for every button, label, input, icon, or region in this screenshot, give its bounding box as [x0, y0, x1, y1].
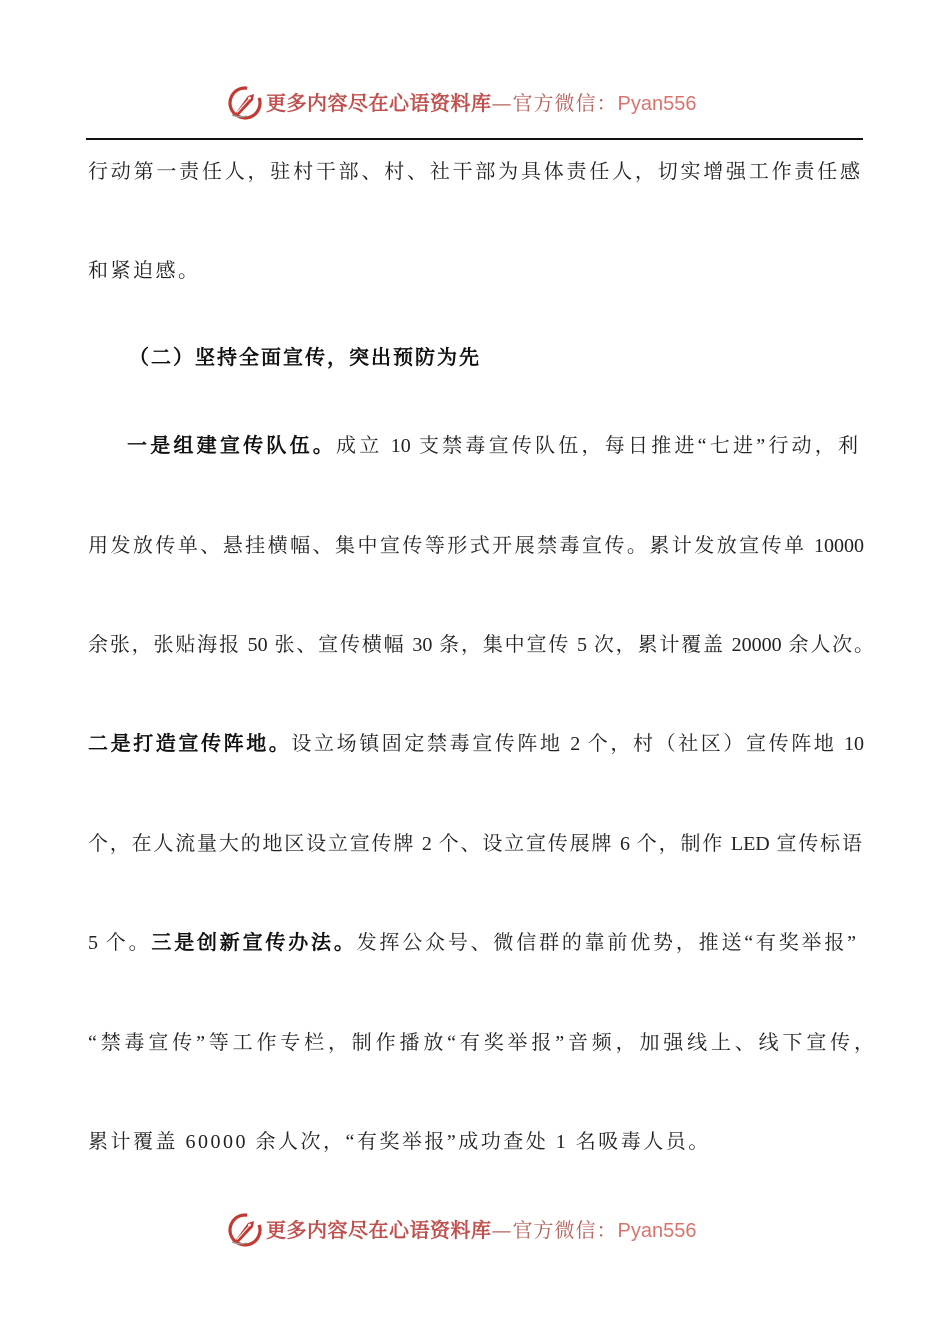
section-heading: （二）坚持全面宣传，突出预防为先	[129, 347, 481, 369]
body-text: 个，在人流量大的地区设立宣传牌 2 个、设立宣传展牌 6 个，制作 LED 宣传标语	[88, 833, 862, 855]
body-line	[88, 631, 874, 659]
header-wechat-id: Pyan556	[617, 93, 697, 115]
body-line	[127, 432, 858, 460]
bold-lead-in: 一是组建宣传队伍。	[127, 435, 337, 457]
header-subtitle-text: —官方微信：	[491, 91, 618, 115]
body-line	[88, 532, 864, 560]
footer-wechat-id: Pyan556	[617, 1220, 697, 1242]
header-divider	[86, 138, 863, 140]
body-text: 成立 10 支禁毒宣传队伍，每日推进“七进”行动，利	[336, 435, 858, 457]
body-line	[88, 1029, 874, 1057]
body-text: 设立场镇固定禁毒宣传阵地 2 个，村（社区）宣传阵地 10	[291, 733, 864, 755]
header-brand-text: 更多内容尽在心语资料库	[266, 93, 492, 115]
body-text: 用发放传单、悬挂横幅、集中宣传等形式开展禁毒宣传。累计发放宣传单 10000	[88, 535, 864, 557]
body-line	[88, 1128, 848, 1156]
body-line	[88, 257, 288, 285]
body-text: “禁毒宣传”等工作专栏，制作播放“有奖举报”音频，加强线上、线下宣传，	[88, 1032, 874, 1054]
bold-lead-in: 三是创新宣传办法。	[151, 932, 357, 954]
body-text: 累计覆盖 60000 余人次，“有奖举报”成功查处 1 名吸毒人员。	[88, 1131, 711, 1153]
pen-nib-logo-icon	[227, 85, 263, 121]
body-line	[88, 830, 862, 858]
body-text: 发挥公众号、微信群的靠前优势，推送“有奖举报”	[356, 932, 856, 954]
bold-lead-in: 二是打造宣传阵地。	[88, 733, 292, 755]
body-line	[88, 929, 856, 957]
body-text: 余张，张贴海报 50 张、宣传横幅 30 条，集中宣传 5 次，累计覆盖 20000 余人次。	[88, 634, 874, 656]
header-banner	[266, 90, 696, 116]
body-text: 5 个。	[88, 932, 152, 954]
footer-subtitle-text: —官方微信：	[491, 1218, 618, 1242]
body-line	[88, 158, 860, 186]
body-text: 和紧迫感。	[88, 260, 201, 282]
body-text: 行动第一责任人，驻村干部、村、社干部为具体责任人，切实增强工作责任感	[88, 161, 860, 183]
body-line	[88, 730, 864, 758]
footer-brand-text: 更多内容尽在心语资料库	[266, 1220, 492, 1242]
footer-banner	[266, 1217, 696, 1243]
pen-nib-logo-icon	[227, 1212, 263, 1248]
